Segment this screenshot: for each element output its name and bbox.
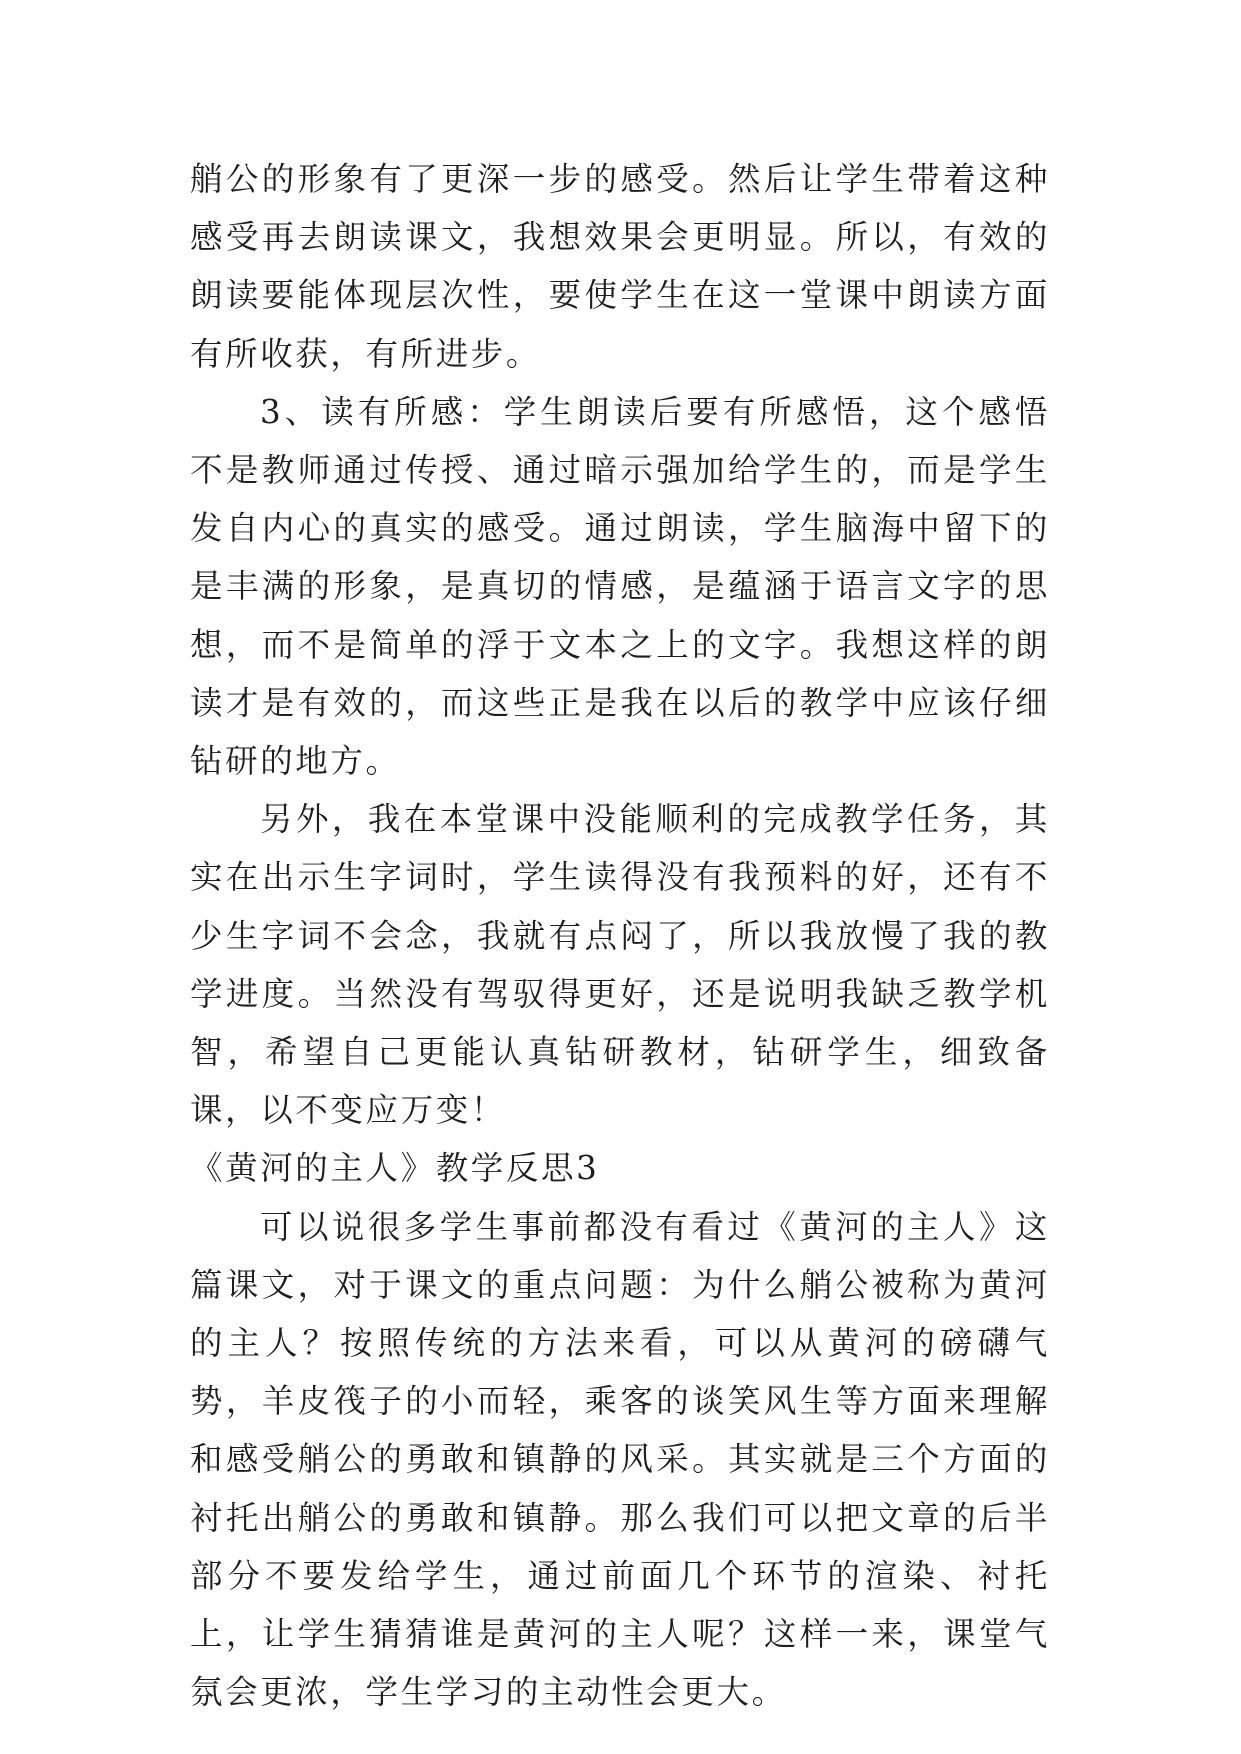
paragraph-continued: 艄公的形象有了更深一步的感受。然后让学生带着这种感受再去朗读课文，我想效果会更明显。所以，有效的朗读要能体现层次性，要使学生在这一堂课中朗读方面有所收获，有所进步。 [190,160,1050,373]
paragraph-reading-feeling: 3、读有所感：学生朗读后要有所感悟，这个感悟不是教师通过传授、通过暗示强加给学生的，而是学生发自内心的真实的感受。通过朗读，学生脑海中留下的是丰满的形象，是真切的情感，是蕴涵于语言文字的思想，而不是简单的浮于文本之上的文字。我想这样的朗读才是有效的，而这些正是我在以后的教学中应该仔细钻研的地方。 [190,392,1050,781]
document-body [190,150,1050,1721]
paragraph-section-body: 可以说很多学生事前都没有看过《黄河的主人》这篇课文，对于课文的重点问题：为什么艄公被称为黄河的主人？按照传统的方法来看，可以从黄河的磅礴气势，羊皮筏子的小而轻，乘客的谈笑风生等方面来理解和感受艄公的勇敢和镇静的风采。其实就是三个方面的衬托出艄公的勇敢和镇静。那么我们可以把文章的后半部分不要发给学生，通过前面几个环节的渲染、衬托上，让学生猜猜谁是黄河的主人呢？这样一来，课堂气氛会更浓，学生学习的主动性会更大。 [190,1207,1050,1712]
section-title: 《黄河的主人》教学反思3 [190,1149,600,1188]
paragraph-additional-reflection: 另外，我在本堂课中没能顺利的完成教学任务，其实在出示生字词时，学生读得没有我预料的好，还有不少生字词不会念，我就有点闷了，所以我放慢了我的教学进度。当然没有驾驭得更好，还是说明我缺乏教学机智，希望自己更能认真钻研教材，钻研学生，细致备课，以不变应万变！ [190,800,1050,1130]
